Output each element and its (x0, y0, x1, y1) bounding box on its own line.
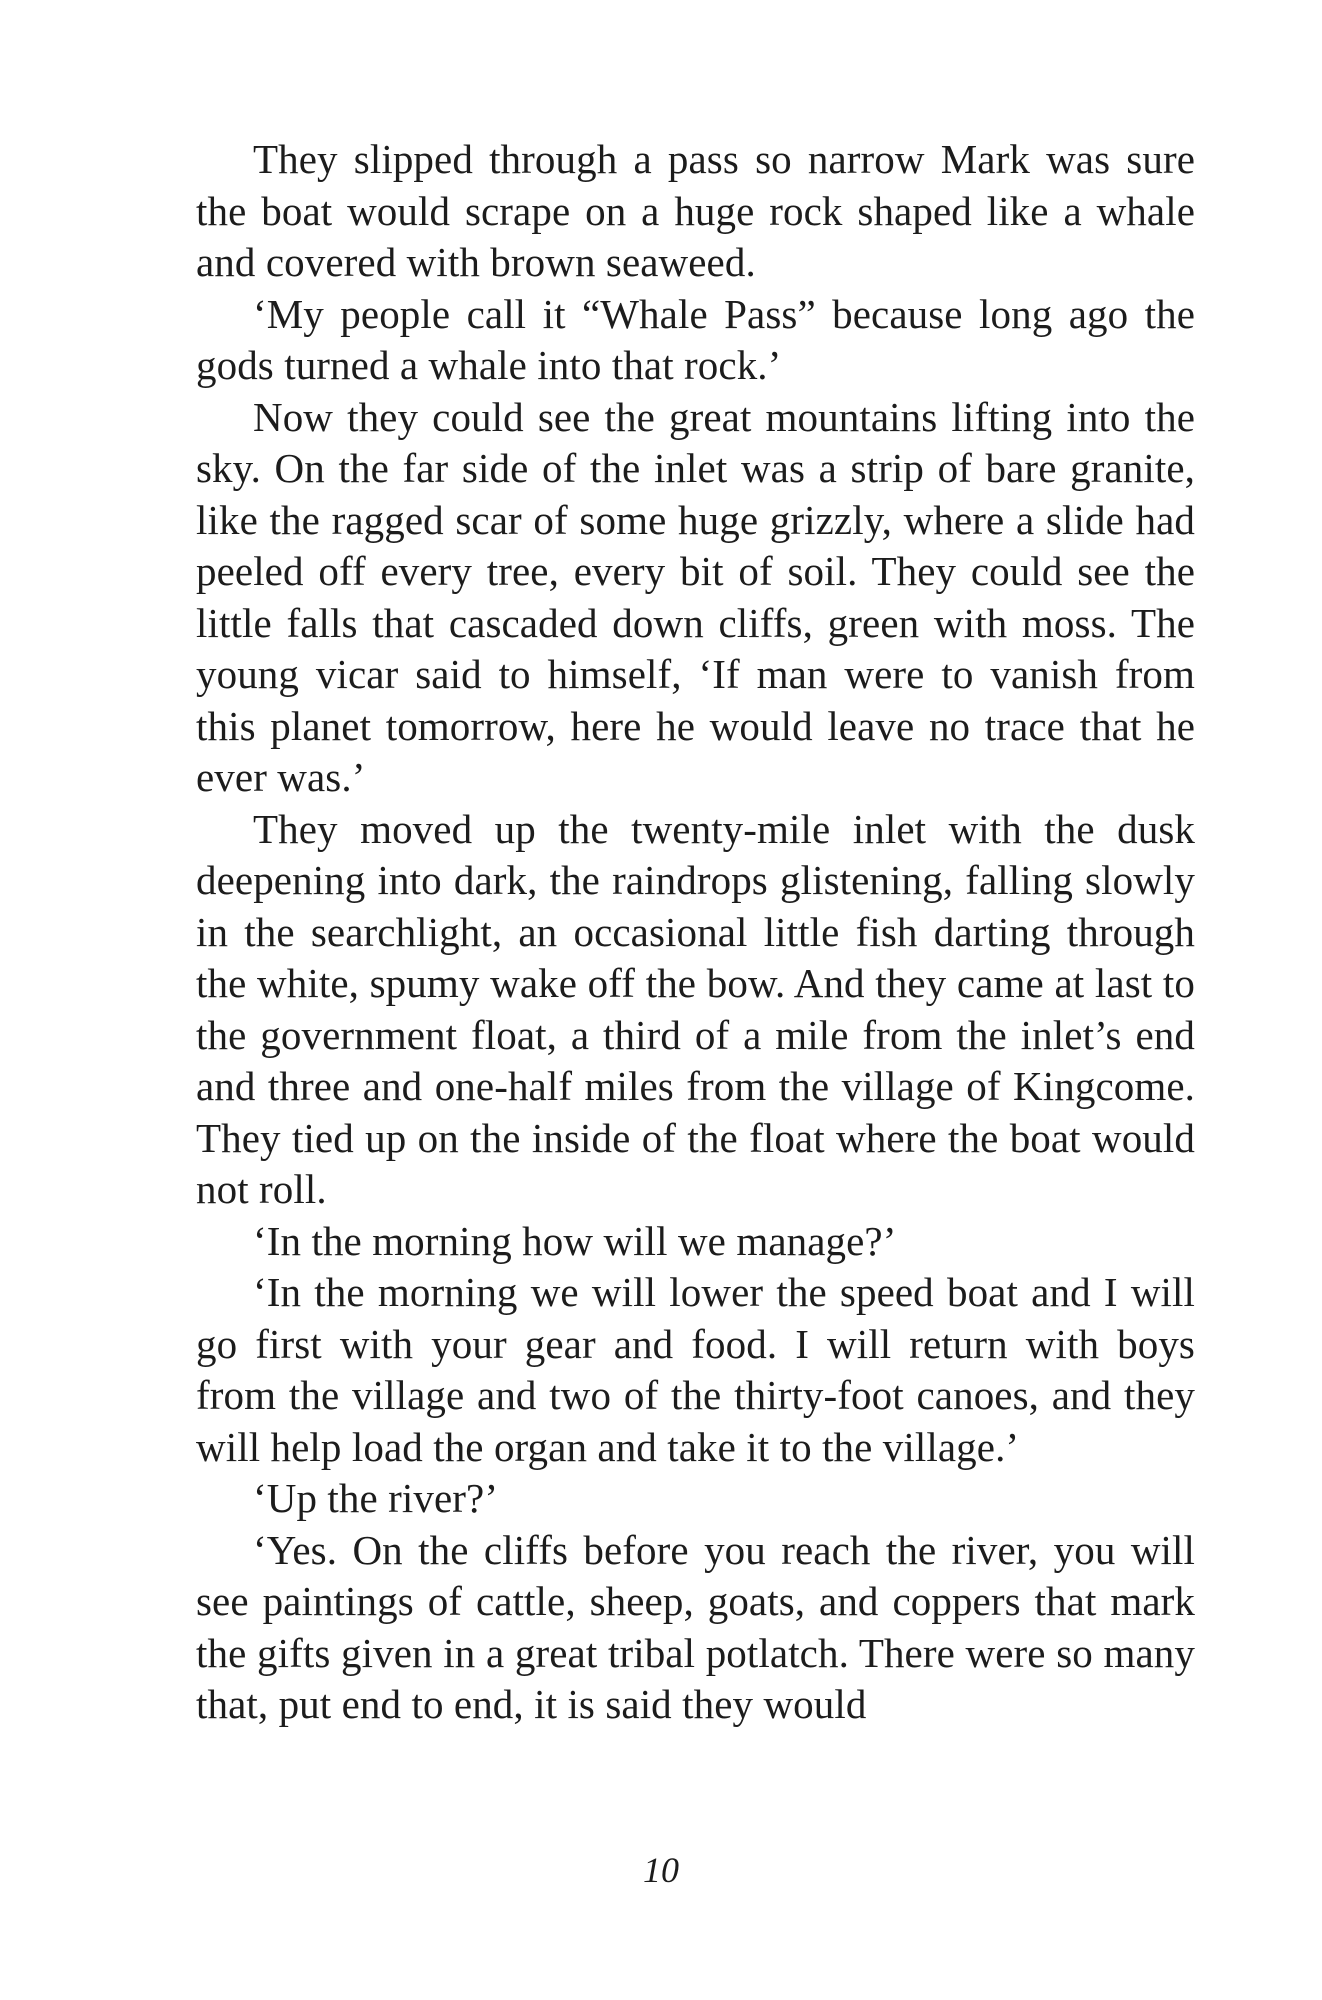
paragraph-mountains: Now they could see the great mountains lifting into the sky. On the far side of the inlet was a strip of bare granite, like the ragged scar of some huge grizzly, where a slide had peeled off every tree, every bit of soil. They could see the little falls that cascaded down cliffs, green with moss. The young vicar said to himself, ‘If man were to vanish from this planet tomorrow, here he would leave no trace that he ever was.’ (196, 393, 1195, 800)
paragraph-up-the-river: ‘Up the river?’ (253, 1475, 499, 1521)
body-text (196, 134, 1195, 1731)
paragraph-morning-question: ‘In the morning how will we manage?’ (253, 1217, 897, 1264)
paragraph-inlet-journey: They moved up the twenty-mile inlet with the dusk deepening into dark, the raindrops glistening, falling slowly in the searchlight, an occasional little fish darting through the white, spumy wake off the bow. And they came at last to the government float, a third of a mile from the inlet’s end and three and one-half miles from the village of Kingcome. They tied up on the inside of the float where the boat would not roll. (196, 805, 1195, 1212)
paragraph-cliff-paintings: ‘Yes. On the cliffs before you reach the river, you will see paintings of cattle, sheep, goats, and coppers that mark the gifts given in a great tribal potlatch. There were so many that, put end to end, it is said they would (196, 1526, 1195, 1727)
paragraph-morning-plan: ‘In the morning we will lower the speed boat and I will go first with your gear and food. I will return with boys from the village and two of the thirty-foot canoes, and they will help load the organ and take it to the village.’ (196, 1269, 1195, 1470)
page-number: 10 (643, 1850, 679, 1890)
paragraph-whale-pass-dialogue: ‘My people call it “Whale Pass” because long ago the gods turned a whale into that rock.’ (196, 290, 1195, 388)
paragraph-whale-rock: They slipped through a pass so narrow Mark was sure the boat would scrape on a huge rock shaped like a whale and covered with brown seaweed. (196, 136, 1195, 285)
